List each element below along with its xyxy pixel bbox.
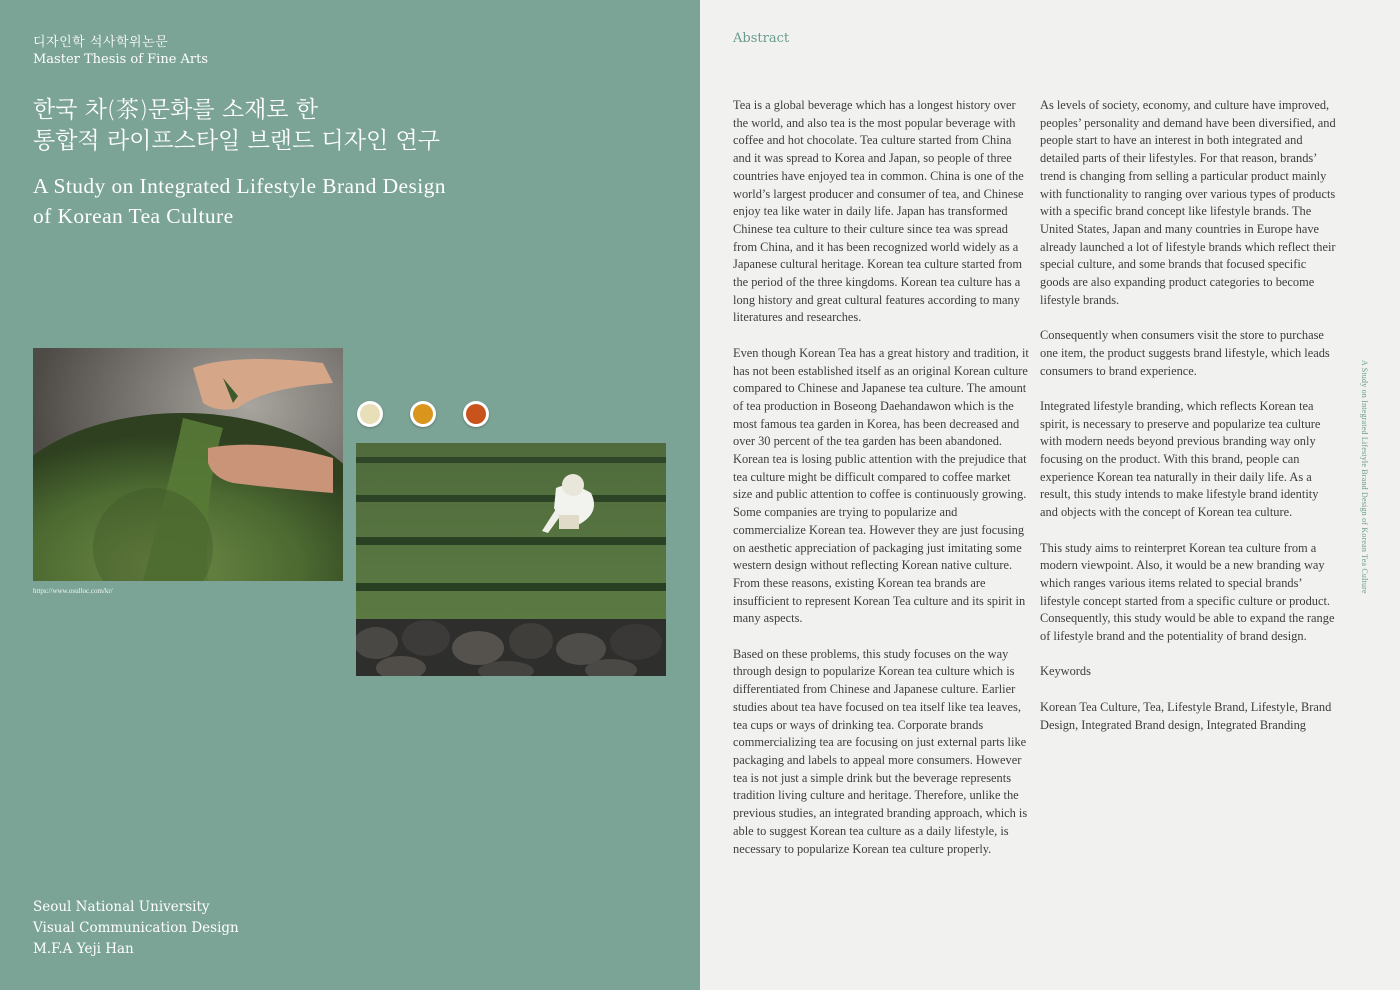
tea-liquid-red [466,404,486,424]
abstract-paragraph: Tea is a global beverage which has a longest history over the world, and also tea is the most popular beverage with coffee and hot chocolate. Tea culture started from China and it was spread to Korea and Japan, so people of three countries have enjoyed tea in common. China is one of the world’s largest producer and consumer of tea, and Chinese enjoy tea like water in daily life. Japan has transformed Chinese tea culture to their culture since tea was spread from China, and it has been recognized world widely as a Japanese cultural heritage. Korean tea culture started from the period of the three kingdoms. Korean tea culture has a long history and great cultural features according to many literatures and researches. [733,98,1024,325]
korean-title-line: 한국 차(茶)문화를 소재로 한 [33,97,319,123]
tea-cup-red-icon [463,401,489,427]
photo-credit[interactable]: https://www.osulloc.com/kr/ [33,587,113,595]
tea-cup-amber-icon [410,401,436,427]
thesis-type-english: Master Thesis of Fine Arts [33,52,209,67]
keywords-label: Keywords [1040,664,1091,679]
keywords-list: Korean Tea Culture, Tea, Lifestyle Brand, Lifestyle, Brand Design, Integrated Brand design, Integrated Branding [1040,699,1332,732]
english-title-line: A Study on Integrated Lifestyle Brand Design [33,174,446,198]
tea-leaves-photo [33,348,343,581]
university-name: Seoul National University [33,899,210,915]
abstract-paragraph: As levels of society, economy, and culture have improved, peoples’ personality and demand have been diversified, and people start to have an interest in both integrated and detailed parts of their lifestyles. For that reason, brands’ trend is changing from selling a particular product mainly with functionality to ranging over various types of products with a specific brand concept like lifestyle brands. The United States, Japan and many countries in Europe have already launched a lot of lifestyle brands which reflect their special culture, and some brands that focused specific goods are also expanding product categories to become lifestyle brands. [1040,98,1336,307]
department-name: Visual Communication Design [33,920,239,936]
abstract-heading: Abstract [733,31,790,46]
abstract-column-2 [1040,97,1338,752]
tea-cup-light-icon [357,401,383,427]
abstract-paragraph: Even though Korean Tea has a great history and tradition, it has not been established itself as an original Korean culture compared to Chinese and Japanese tea culture. The amount of tea production in Boseong Daehandawon which is the most famous tea garden in Korea, has been decreased and over 30 percent of the tea garden has been abandoned. Korean tea is losing public attention with the prejudice that tea culture might be difficult compared to coffee market size and public attention to coffee is continuously growing. Some companies are trying to popularize and commercialize Korean tea. However they are just focusing on aesthetic appreciation of packaging just imitating some western design without reflecting Korean native culture. From these reasons, existing Korean tea brands are insufficient to represent Korean Tea culture and its spirit in many aspects. [733,345,1029,626]
korean-title [33,95,440,157]
abstract-column-1 [733,97,1029,876]
tea-liquid-amber [413,404,433,424]
abstract-paragraph: This study aims to reinterpret Korean tea culture from a modern viewpoint. Also, it would be a new branding way which ranges various items related to special brands’ lifestyle concept started from a specific culture or product. Consequently, this study would be able to expand the range of lifestyle brand and the potentiality of brand design. [1040,540,1335,644]
tea-liquid-light [360,404,380,424]
running-title-vertical: A Study on Integrated Lifestyle Brand Design of Korean Tea Culture [1360,360,1369,594]
thesis-type-korean: 디자인학 석사학위논문 [33,35,169,50]
abstract-paragraph: Consequently when consumers visit the store to purchase one item, the product suggests brand lifestyle, which leads consumers to brand experience. [1040,328,1330,378]
abstract-paragraph: Based on these problems, this study focuses on the way through design to popularize Korean tea culture which is differentiated from Chinese and Japanese culture. Earlier studies about tea have focused on tea itself like tea leaves, tea cups or ways of drinking tea. Corporate brands commercializing tea are focusing on just external parts like packaging and labels to appeal more consumers. However tea is not just a simple drink but the beverage represents tradition living culture and heritage. Therefore, unlike the previous studies, an integrated branding approach, which is able to suggest Korean tea culture as a daily lifestyle, is necessary to popularize Korean tea culture properly. [733,646,1028,856]
tea-field-photo [356,443,666,676]
author-name: M.F.A Yeji Han [33,941,134,957]
abstract-panel [700,0,1400,990]
english-title [33,171,446,231]
english-title-line: of Korean Tea Culture [33,204,234,228]
korean-title-line: 통합적 라이프스타일 브랜드 디자인 연구 [33,128,440,154]
author-info [33,897,239,960]
abstract-paragraph: Integrated lifestyle branding, which reflects Korean tea spirit, is necessary to preserve and popularize tea culture with modern needs beyond previous branding way only focusing on the product. With this brand, people can experience Korean tea naturally in their daily life. As a result, this study intends to make lifestyle brand identity and objects with the concept of Korean tea culture. [1040,398,1321,520]
